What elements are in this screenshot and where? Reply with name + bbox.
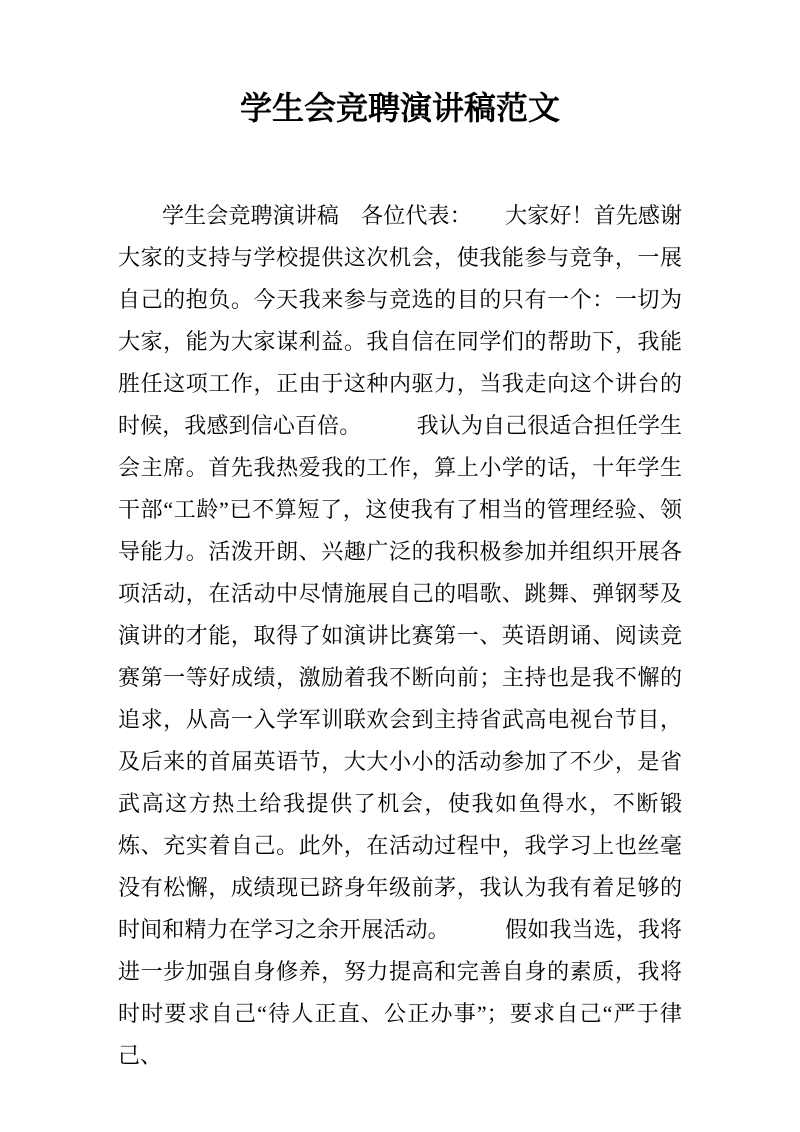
document-body-paragraph: 学生会竞聘演讲稿 各位代表： 大家好！首先感谢大家的支持与学校提供这次机会，使我能参与竞争，一展自己的抱负。今天我来参与竞选的目的只有一个：一切为大家，能为大家谋利益。我自信在同学们的帮助下，我能胜任这项工作，正由于这种内驱力，当我走向这个讲台的时候，我感到信心百倍。 我认为自己很适合担任学生会主席。首先我热爱我的工作，算上小学的话，十年学生干部“工龄”已不算短了，这使我有了相当的管理经验、领导能力。活泼开朗、兴趣广泛的我积极参加并组织开展各项活动，在活动中尽情施展自己的唱歌、跳舞、弹钢琴及演讲的才能，取得了如演讲比赛第一、英语朗诵、阅读竞赛第一等好成绩，激励着我不断向前；主持也是我不懈的追求，从高一入学军训联欢会到主持省武高电视台节目，及后来的首届英语节，大大小小的活动参加了不少，是省武高这方热土给我提供了机会，使我如鱼得水，不断锻炼、充实着自己。此外，在活动过程中，我学习上也丝毫没有松懈，成绩现已跻身年级前茅，我认为我有着足够的时间和精力在学习之余开展活动。 假如我当选，我将进一步加强自身修养，努力提高和完善自身的素质，我将时时要求自己“待人正直、公正办事”；要求自己“严于律己、 [118, 203, 682, 1068]
document-title: 学生会竞聘演讲稿范文 [239, 90, 560, 126]
